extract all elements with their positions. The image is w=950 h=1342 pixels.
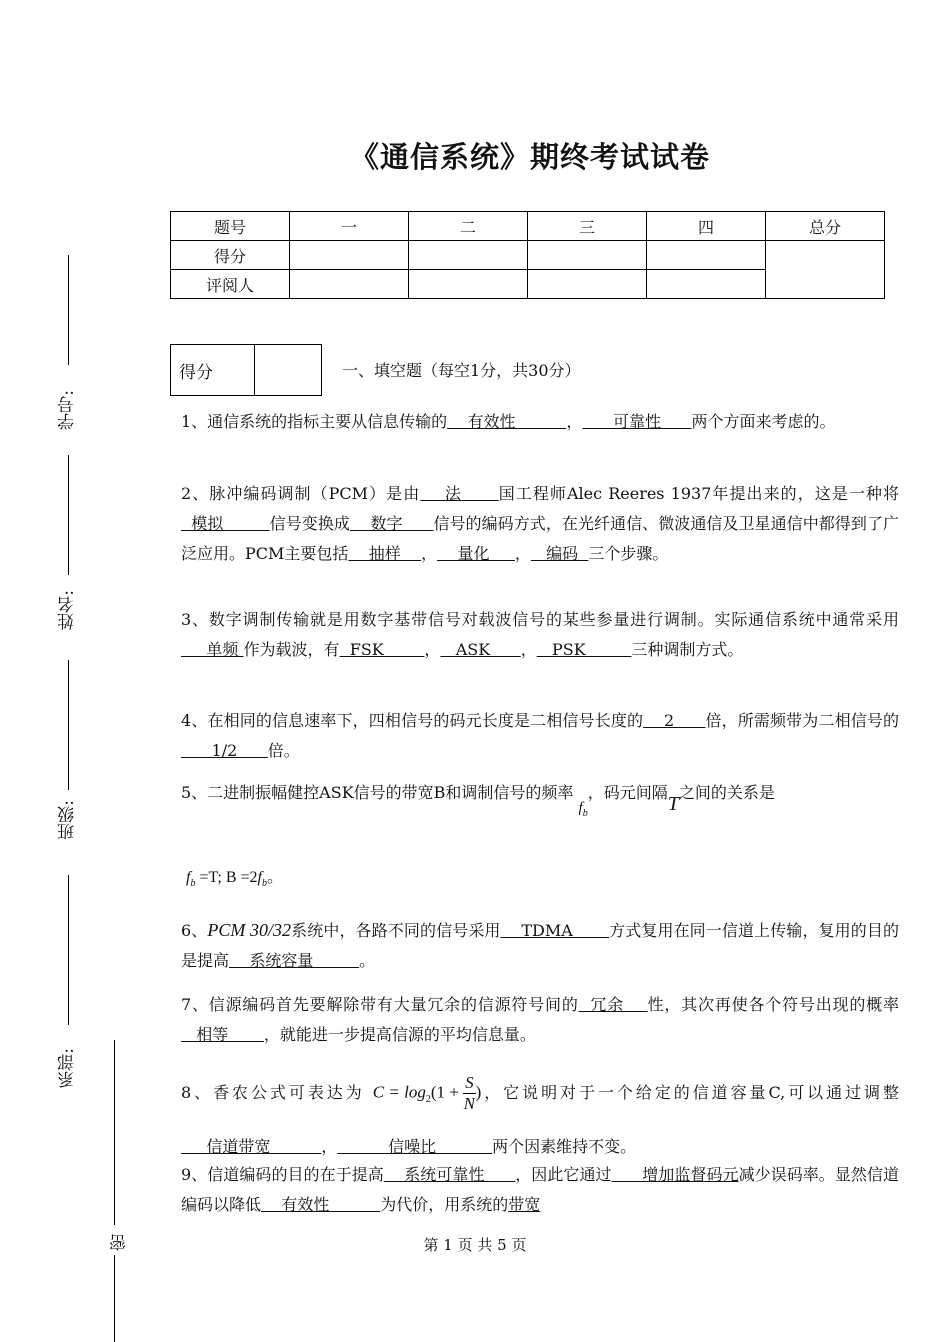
score-row [171,241,885,270]
answer-blank: 2 [643,711,706,730]
department-label: 系部: [58,1048,78,1088]
answer-blank: 冗余 [578,995,648,1014]
seal-line [114,1255,115,1342]
seal-label: 密 [110,1234,130,1251]
answer-blank: 有效性 [261,1195,381,1214]
question-2: 2、脉冲编码调制（PCM）是由 法 国工程师Alec Reeres 1937年提出来的，这是一种将 模拟 信号变换成 数字 信号的编码方式，在光纤通信、微波通信及卫星通信中都得到了广泛应用。PCM主要包括 抽样 ， 量化 ， 编码 三个步骤。 [181,484,899,563]
answer-blank: 系统可靠性 [383,1165,516,1184]
answer-blank: 模拟 [181,514,270,533]
answer-blank: 增加监督码元 [611,1165,739,1184]
answer-blank: 数字 [349,514,434,533]
answer-blank: 有效性 [447,412,567,431]
answer-blank: 信道带宽 [181,1137,322,1156]
section-score-cell[interactable] [255,345,322,396]
name-label: 姓名: [58,590,78,630]
binding-line [68,455,69,575]
question-7: 7、信源编码首先要解除带有大量冗余的信源符号间的 冗余 性，其次再使各个符号出现的概率 相等 ，就能进一步提高信源的平均信息量。 [181,995,899,1044]
score-cell[interactable] [528,241,647,270]
question-8: 8、香农公式可表达为 $C = \log_2(1$ + $\frac{S}{N}$ )，它说明对于一个给定的信道容量C,可以通过调整 信道带宽 ， 信噪比 两个因素维持不变。 [181,1073,899,1156]
binding-line [68,875,69,1025]
answer-blank: TDMA [500,921,610,940]
section-score-box [170,344,322,396]
score-cell[interactable] [290,241,409,270]
answer-blank: 单频 [181,640,244,659]
header-cell: 二 [409,212,528,241]
seal-line [114,1040,115,1225]
exam-title: 《通信系统》期终考试试卷 [349,140,710,174]
reviewer-cell[interactable] [647,270,766,299]
question-6: 6、PCM 30/32系统中，各路不同的信号采用 TDMA 方式复用在同一信道上传输，复用的目的是提高 系统容量 。 [181,920,899,970]
header-cell: 一 [290,212,409,241]
row-label: 评阅人 [171,270,290,299]
header-cell: 四 [647,212,766,241]
question-1: 1、通信系统的指标主要从信息传输的 有效性 ， 可靠性 两个方面来考虑的。 [181,412,836,431]
row-label: 得分 [171,241,290,270]
answer-blank: FSK [339,640,425,659]
score-cell[interactable] [409,241,528,270]
page-footer: 第 1 页 共 5 页 [423,1236,527,1254]
reviewer-cell[interactable] [409,270,528,299]
section-heading: 一、填空题（每空1分，共30分） [342,361,581,380]
question-5: 5、二进制振幅健控ASK信号的带宽B和调制信号的频率 $f_b$，码元间隔T之间的关系是 [181,783,775,819]
reviewer-cell[interactable] [528,270,647,299]
answer-blank: 系统容量 [229,951,360,970]
question-4: 4、在相同的信息速率下，四相信号的码元长度是二相信号长度的 2 倍，所需频带为二相信号的 1/2 倍。 [181,711,899,760]
question-3: 3、数字调制传输就是用数字基带信号对载波信号的某些参量进行调制。实际通信系统中通常采用 单频 作为载波，有 FSK ， ASK ， PSK 三种调制方式。 [181,610,899,659]
score-cell[interactable] [647,241,766,270]
score-table-header-row [171,212,885,241]
answer-blank: 信噪比 [337,1137,493,1156]
total-score-cell[interactable] [766,241,885,299]
math-T: T [667,793,679,815]
answer-blank: 编码 [530,544,589,563]
class-label: 班级: [58,800,78,840]
answer-blank: 带宽 [508,1195,541,1214]
header-cell: 题号 [171,212,290,241]
reviewer-cell[interactable] [290,270,409,299]
answer-blank: 可靠性 [582,412,692,431]
score-table [170,211,885,299]
answer-blank: 量化 [437,544,515,563]
section-score-label: 得分 [171,345,255,396]
binding-line [68,660,69,790]
binding-line [68,255,69,365]
question-5-answer [186,862,904,899]
math-fb: $f_b$ [578,800,588,819]
answer-blank: PSK [536,640,632,659]
answer-blank: 法 [420,484,499,503]
answer-formula: $f_b =T$; $B =2f_b$。 [186,869,283,890]
header-cell: 三 [528,212,647,241]
student-id-label: 学号: [58,390,78,430]
answer-blank: 相等 [181,1025,264,1044]
header-cell: 总分 [766,212,885,241]
answer-blank: ASK [440,640,521,659]
shannon-formula: $C = \log_2(1$ + $\frac{S}{N}$ ) [372,1073,482,1113]
math-pcm: PCM 30/32 [207,920,292,940]
answer-blank: 抽样 [348,544,422,563]
answer-blank: 1/2 [181,741,268,760]
question-9: 9、信道编码的目的在于提高 系统可靠性 ，因此它通过 增加监督码元减少误码率。显然信道编码以降低 有效性 为代价，用系统的带宽 [181,1165,899,1214]
